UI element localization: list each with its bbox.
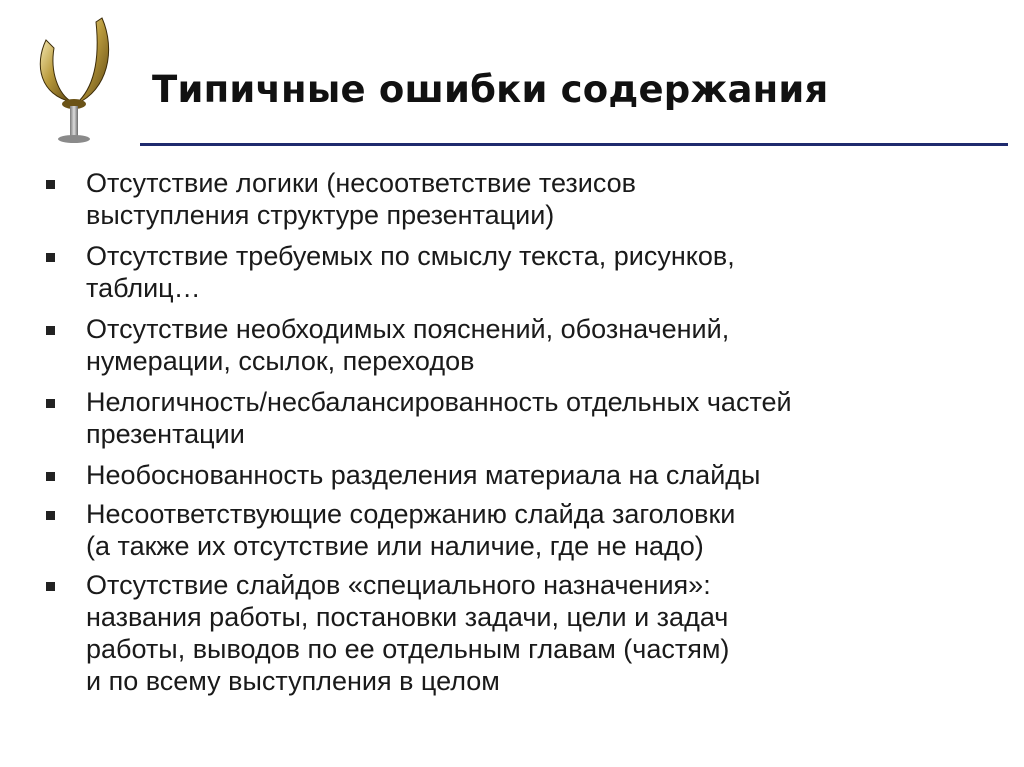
bullet-square-icon — [46, 472, 55, 481]
bullet-square-icon — [46, 511, 55, 520]
bullet-list — [40, 167, 1000, 706]
bullet-text: Отсутствие логики (несоответствие тезисов выступления структуре презентации) — [86, 168, 637, 230]
list-item — [40, 459, 1000, 491]
list-item — [40, 386, 1000, 450]
bullet-text: Необоснованность разделения материала на слайды — [86, 460, 761, 490]
bullet-text: Нелогичность/несбалансированность отдельных частей презентации — [86, 387, 792, 449]
bullet-square-icon — [46, 582, 55, 591]
bullet-square-icon — [46, 326, 55, 335]
list-item — [40, 240, 1000, 304]
bullet-text: Несоответствующие содержанию слайда заголовки (а также их отсутствие или наличие, где не надо) — [86, 499, 736, 561]
list-item — [40, 569, 1000, 697]
list-item — [40, 313, 1000, 377]
bullet-text: Отсутствие слайдов «специального назначения»: названия работы, постановки задачи, цели и задач работы, выводов по ее отдельным главам (частям) и по всему выступления в целом — [86, 570, 730, 696]
list-item — [40, 167, 1000, 231]
slide-title: Типичные ошибки содержания — [152, 68, 829, 111]
bullet-text: Отсутствие необходимых пояснений, обозначений, нумерации, ссылок, переходов — [86, 314, 730, 376]
bullet-square-icon — [46, 253, 55, 262]
title-divider — [140, 143, 1008, 146]
bullet-square-icon — [46, 399, 55, 408]
bullet-square-icon — [46, 180, 55, 189]
list-item — [40, 498, 1000, 562]
goblet-logo-icon — [24, 10, 134, 150]
bullet-text: Отсутствие требуемых по смыслу текста, рисунков, таблиц… — [86, 241, 735, 303]
